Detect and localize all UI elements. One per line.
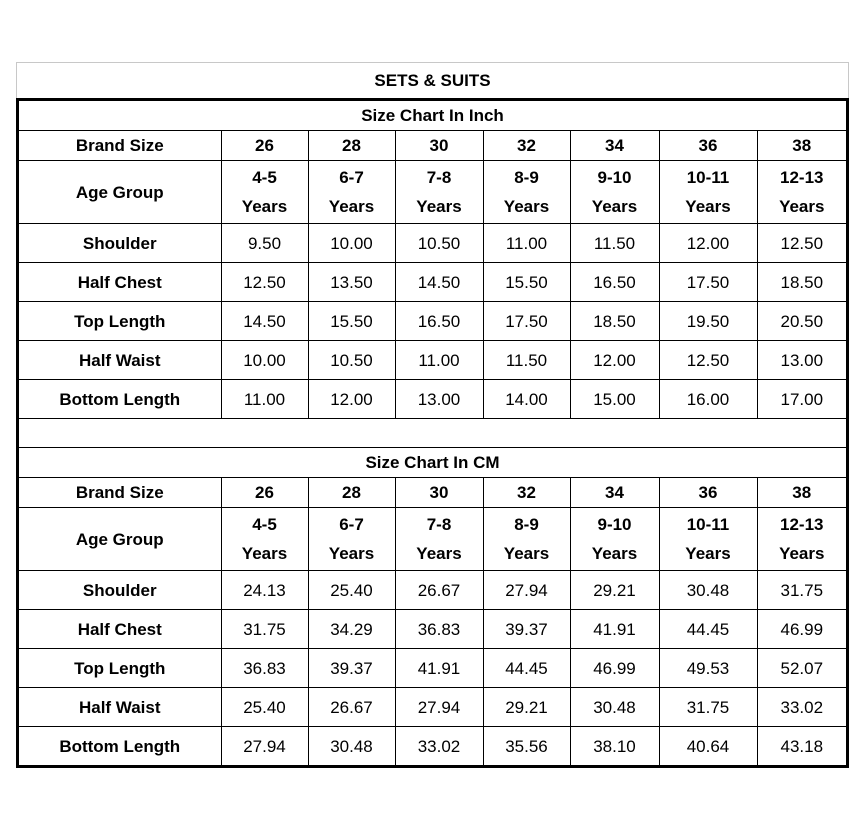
- age-years-word: Years: [416, 197, 462, 216]
- size-chart-table: [19, 101, 846, 765]
- measurement-value: 18.50: [757, 263, 846, 302]
- brand-size-value: 36: [659, 478, 757, 508]
- measurement-row: [19, 649, 846, 688]
- measurement-value: 39.37: [308, 649, 395, 688]
- measurement-value: 40.64: [659, 727, 757, 766]
- age-group-cell: [221, 161, 308, 224]
- age-group-cell: [395, 508, 483, 571]
- measurement-row: [19, 263, 846, 302]
- measurement-value: 12.50: [659, 341, 757, 380]
- measurement-value: 17.00: [757, 380, 846, 419]
- chart-caption-row: [19, 101, 846, 131]
- brand-size-value: 26: [221, 478, 308, 508]
- brand-size-row: [19, 478, 846, 508]
- measurement-value: 16.50: [395, 302, 483, 341]
- measurement-value: 15.50: [483, 263, 570, 302]
- measurement-value: 25.40: [308, 571, 395, 610]
- measurement-value: 30.48: [659, 571, 757, 610]
- chart-caption: Size Chart In Inch: [19, 101, 846, 131]
- age-years-word: Years: [241, 544, 288, 563]
- measurement-value: 12.50: [757, 224, 846, 263]
- age-years-word: Years: [328, 197, 375, 216]
- age-range: 6-7: [339, 515, 364, 534]
- brand-size-value: 28: [308, 478, 395, 508]
- measurement-row: [19, 610, 846, 649]
- measurement-label: Half Waist: [19, 341, 221, 380]
- measurement-value: 31.75: [757, 571, 846, 610]
- chart-caption-row: [19, 448, 846, 478]
- measurement-row: [19, 688, 846, 727]
- measurement-row: [19, 380, 846, 419]
- age-range: 7-8: [426, 168, 452, 187]
- age-group-cell: [308, 161, 395, 224]
- measurement-value: 20.50: [757, 302, 846, 341]
- measurement-value: 44.45: [659, 610, 757, 649]
- age-range: 4-5: [252, 515, 277, 534]
- measurement-value: 12.00: [659, 224, 757, 263]
- age-group-cell: [757, 508, 846, 571]
- measurement-value: 11.00: [221, 380, 308, 419]
- brand-size-value: 30: [395, 131, 483, 161]
- age-group-cell: [570, 508, 659, 571]
- measurement-value: 29.21: [483, 688, 570, 727]
- brand-size-row: [19, 131, 846, 161]
- chart-caption: Size Chart In CM: [19, 448, 846, 478]
- age-group-cell: [483, 161, 570, 224]
- measurement-row: [19, 302, 846, 341]
- measurement-value: 9.50: [221, 224, 308, 263]
- brand-size-value: 32: [483, 131, 570, 161]
- measurement-value: 19.50: [659, 302, 757, 341]
- measurement-value: 27.94: [483, 571, 570, 610]
- measurement-value: 12.50: [221, 263, 308, 302]
- measurement-value: 36.83: [395, 610, 483, 649]
- age-years-word: Years: [591, 544, 638, 563]
- measurement-row: [19, 224, 846, 263]
- age-group-cell: [483, 508, 570, 571]
- measurement-value: 33.02: [395, 727, 483, 766]
- measurement-value: 14.50: [395, 263, 483, 302]
- measurement-value: 43.18: [757, 727, 846, 766]
- age-range: 6-7: [339, 168, 364, 187]
- measurement-value: 13.00: [757, 341, 846, 380]
- measurement-value: 36.83: [221, 649, 308, 688]
- spacer-row: [19, 419, 846, 448]
- measurement-label: Bottom Length: [19, 380, 221, 419]
- age-range: 7-8: [426, 515, 452, 534]
- measurement-value: 44.45: [483, 649, 570, 688]
- brand-size-value: 38: [757, 478, 846, 508]
- measurement-value: 52.07: [757, 649, 846, 688]
- measurement-label: Shoulder: [19, 224, 221, 263]
- age-group-cell: [659, 161, 757, 224]
- age-group-cell: [395, 161, 483, 224]
- age-group-cell: [221, 508, 308, 571]
- age-years-word: Years: [591, 197, 638, 216]
- age-group-row: [19, 508, 846, 571]
- measurement-label: Top Length: [19, 649, 221, 688]
- age-range: 12-13: [780, 168, 824, 187]
- brand-size-value: 34: [570, 131, 659, 161]
- measurement-value: 11.50: [570, 224, 659, 263]
- measurement-label: Bottom Length: [19, 727, 221, 766]
- spacer-cell: [19, 419, 846, 448]
- measurement-row: [19, 571, 846, 610]
- age-group-cell: [757, 161, 846, 224]
- measurement-value: 49.53: [659, 649, 757, 688]
- age-range: 9-10: [597, 515, 632, 534]
- measurement-value: 17.50: [659, 263, 757, 302]
- measurement-value: 14.00: [483, 380, 570, 419]
- age-years-word: Years: [241, 197, 288, 216]
- measurement-value: 10.50: [308, 341, 395, 380]
- measurement-value: 31.75: [659, 688, 757, 727]
- measurement-value: 25.40: [221, 688, 308, 727]
- sheet-title: SETS & SUITS: [16, 62, 849, 98]
- brand-size-value: 30: [395, 478, 483, 508]
- brand-size-value: 32: [483, 478, 570, 508]
- measurement-value: 16.50: [570, 263, 659, 302]
- size-chart-frame: [16, 98, 849, 768]
- measurement-label: Half Chest: [19, 263, 221, 302]
- measurement-value: 11.00: [483, 224, 570, 263]
- measurement-value: 26.67: [308, 688, 395, 727]
- measurement-value: 33.02: [757, 688, 846, 727]
- brand-size-value: 28: [308, 131, 395, 161]
- measurement-value: 27.94: [221, 727, 308, 766]
- measurement-label: Top Length: [19, 302, 221, 341]
- age-group-label: Age Group: [19, 508, 221, 571]
- age-years-word: Years: [685, 544, 731, 563]
- measurement-value: 26.67: [395, 571, 483, 610]
- age-range: 12-13: [780, 515, 824, 534]
- measurement-value: 18.50: [570, 302, 659, 341]
- measurement-value: 13.50: [308, 263, 395, 302]
- measurement-label: Half Waist: [19, 688, 221, 727]
- measurement-value: 27.94: [395, 688, 483, 727]
- measurement-row: [19, 341, 846, 380]
- brand-size-value: 38: [757, 131, 846, 161]
- measurement-value: 15.00: [570, 380, 659, 419]
- size-chart-sheet: [16, 62, 849, 768]
- brand-size-value: 26: [221, 131, 308, 161]
- age-range: 10-11: [686, 515, 730, 534]
- measurement-label: Half Chest: [19, 610, 221, 649]
- measurement-value: 17.50: [483, 302, 570, 341]
- measurement-value: 39.37: [483, 610, 570, 649]
- measurement-value: 11.50: [483, 341, 570, 380]
- measurement-value: 30.48: [308, 727, 395, 766]
- measurement-value: 24.13: [221, 571, 308, 610]
- brand-size-label: Brand Size: [19, 478, 221, 508]
- age-group-label: Age Group: [19, 161, 221, 224]
- age-years-word: Years: [328, 544, 375, 563]
- age-group-cell: [570, 161, 659, 224]
- measurement-value: 34.29: [308, 610, 395, 649]
- brand-size-value: 36: [659, 131, 757, 161]
- age-years-word: Years: [779, 544, 825, 563]
- age-group-row: [19, 161, 846, 224]
- age-group-cell: [308, 508, 395, 571]
- age-years-word: Years: [416, 544, 462, 563]
- age-group-cell: [659, 508, 757, 571]
- brand-size-value: 34: [570, 478, 659, 508]
- measurement-value: 41.91: [395, 649, 483, 688]
- measurement-value: 35.56: [483, 727, 570, 766]
- brand-size-label: Brand Size: [19, 131, 221, 161]
- measurement-value: 13.00: [395, 380, 483, 419]
- measurement-row: [19, 727, 846, 766]
- measurement-value: 46.99: [570, 649, 659, 688]
- age-range: 9-10: [597, 168, 632, 187]
- measurement-value: 14.50: [221, 302, 308, 341]
- age-years-word: Years: [503, 544, 550, 563]
- measurement-value: 31.75: [221, 610, 308, 649]
- measurement-value: 29.21: [570, 571, 659, 610]
- measurement-value: 41.91: [570, 610, 659, 649]
- measurement-value: 46.99: [757, 610, 846, 649]
- age-range: 8-9: [514, 515, 539, 534]
- age-years-word: Years: [779, 197, 825, 216]
- age-years-word: Years: [685, 197, 731, 216]
- measurement-value: 16.00: [659, 380, 757, 419]
- measurement-value: 12.00: [308, 380, 395, 419]
- measurement-value: 12.00: [570, 341, 659, 380]
- measurement-value: 15.50: [308, 302, 395, 341]
- measurement-label: Shoulder: [19, 571, 221, 610]
- measurement-value: 10.00: [221, 341, 308, 380]
- age-range: 4-5: [252, 168, 277, 187]
- measurement-value: 30.48: [570, 688, 659, 727]
- measurement-value: 38.10: [570, 727, 659, 766]
- age-range: 10-11: [686, 168, 730, 187]
- measurement-value: 10.00: [308, 224, 395, 263]
- age-range: 8-9: [514, 168, 539, 187]
- measurement-value: 11.00: [395, 341, 483, 380]
- measurement-value: 10.50: [395, 224, 483, 263]
- age-years-word: Years: [503, 197, 550, 216]
